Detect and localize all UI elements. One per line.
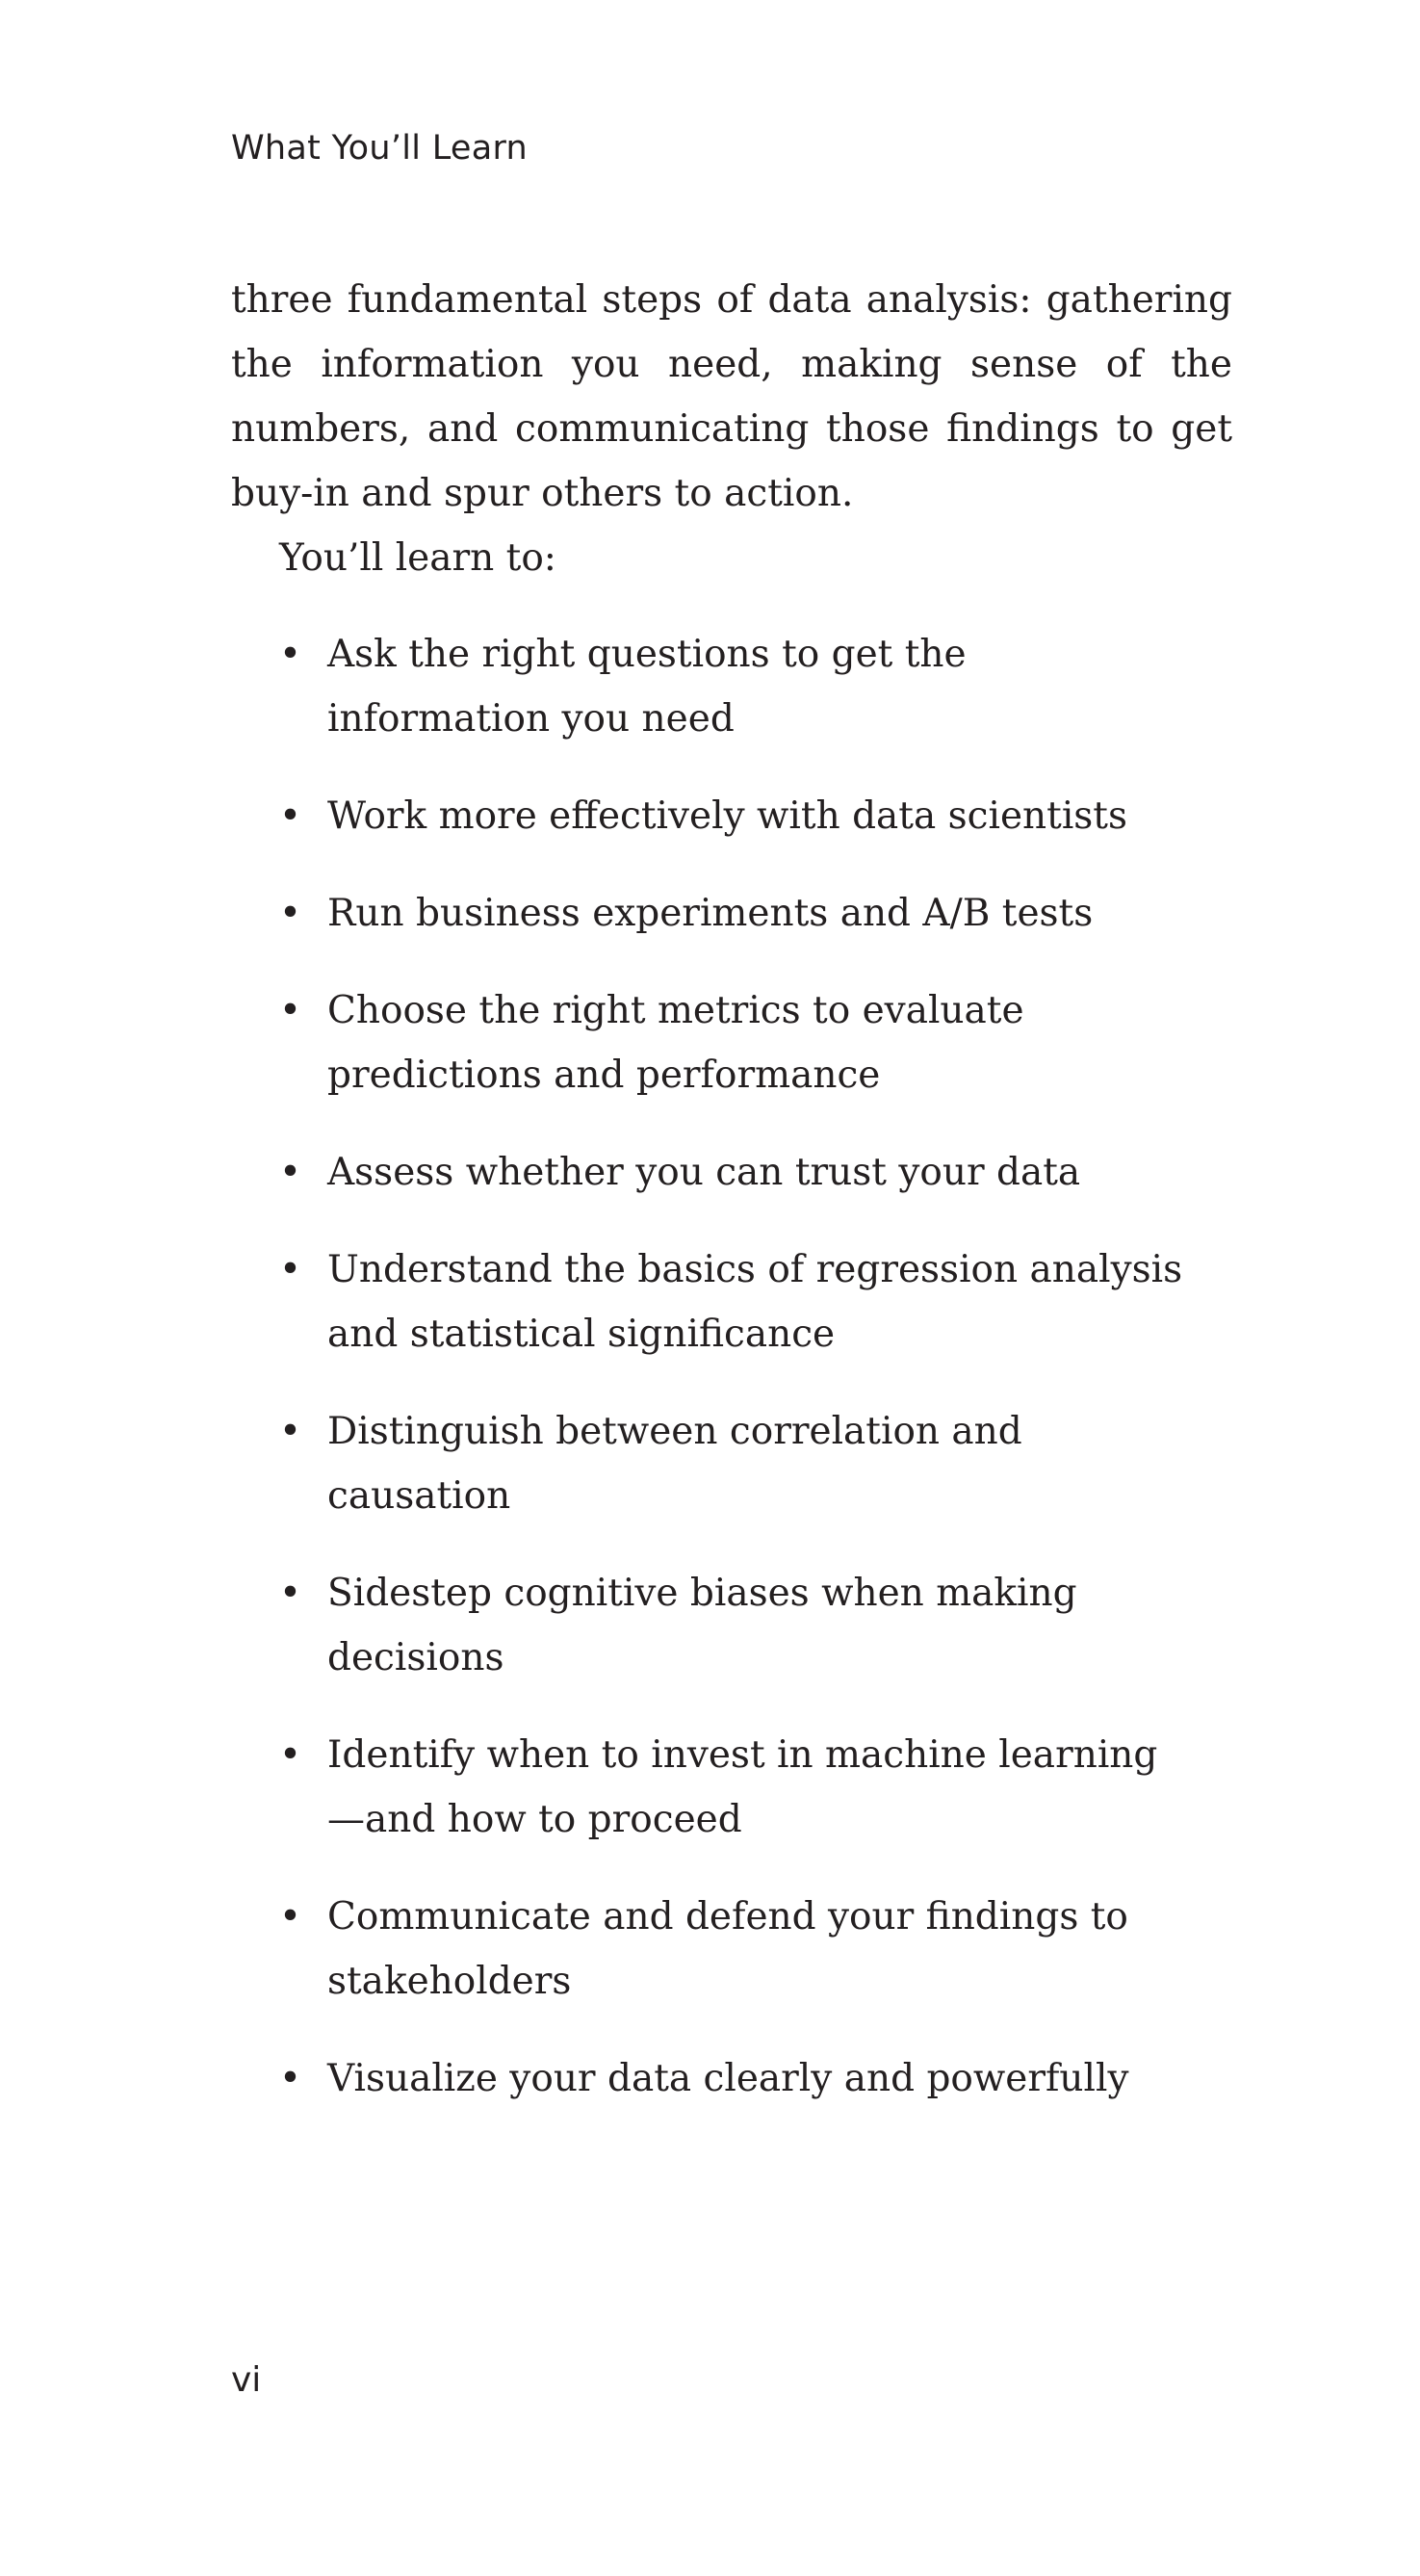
list-intro: You’ll learn to: — [279, 536, 556, 580]
list-item — [231, 881, 1232, 946]
learning-list — [231, 622, 1232, 2111]
list-item-text: Sidestep cognitive biases when making decisions — [327, 1572, 1077, 1679]
bullet-icon: • — [279, 2057, 302, 2100]
bullet-icon: • — [279, 1151, 302, 1194]
list-item — [231, 978, 1232, 1107]
list-item — [231, 1723, 1232, 1852]
list-item — [231, 622, 1232, 751]
list-item — [231, 2046, 1232, 2111]
bullet-icon: • — [279, 1410, 302, 1453]
list-item — [231, 1561, 1232, 1690]
list-item-text: Ask the right questions to get the information you need — [327, 633, 967, 741]
bullet-icon: • — [279, 1733, 302, 1777]
page-number: vi — [231, 2360, 262, 2400]
bullet-icon: • — [279, 633, 302, 676]
bullet-icon: • — [279, 989, 302, 1032]
bullet-icon: • — [279, 1248, 302, 1291]
list-item — [231, 1399, 1232, 1528]
list-item-text: Choose the right metrics to evaluate predictions and performance — [327, 989, 1024, 1097]
list-item — [231, 784, 1232, 848]
continuation-paragraph: three fundamental steps of data analysis: gathering the information you need, making sense of the numbers, and communicating those findings to get buy-in and spur others to action. — [231, 278, 1232, 515]
list-item-text: Work more effectively with data scientists — [327, 794, 1127, 838]
bullet-icon: • — [279, 1572, 302, 1615]
list-item-text: Distinguish between correlation and causation — [327, 1410, 1022, 1518]
list-item-text: Communicate and defend your findings to stakeholders — [327, 1895, 1128, 2003]
bullet-icon: • — [279, 1895, 302, 1939]
running-head: What You’ll Learn — [231, 129, 529, 168]
list-item — [231, 1885, 1232, 2014]
page-body — [231, 268, 1232, 2144]
bullet-icon: • — [279, 892, 302, 935]
list-item-text: Assess whether you can trust your data — [327, 1151, 1081, 1194]
list-item-text: Identify when to invest in machine learning—and how to proceed — [327, 1733, 1158, 1841]
list-item — [231, 1237, 1232, 1366]
list-item-text: Understand the basics of regression analysis and statistical significance — [327, 1248, 1183, 1356]
list-item-text: Visualize your data clearly and powerfully — [327, 2057, 1129, 2100]
list-item — [231, 1140, 1232, 1205]
bullet-icon: • — [279, 794, 302, 838]
list-item-text: Run business experiments and A/B tests — [327, 892, 1094, 935]
